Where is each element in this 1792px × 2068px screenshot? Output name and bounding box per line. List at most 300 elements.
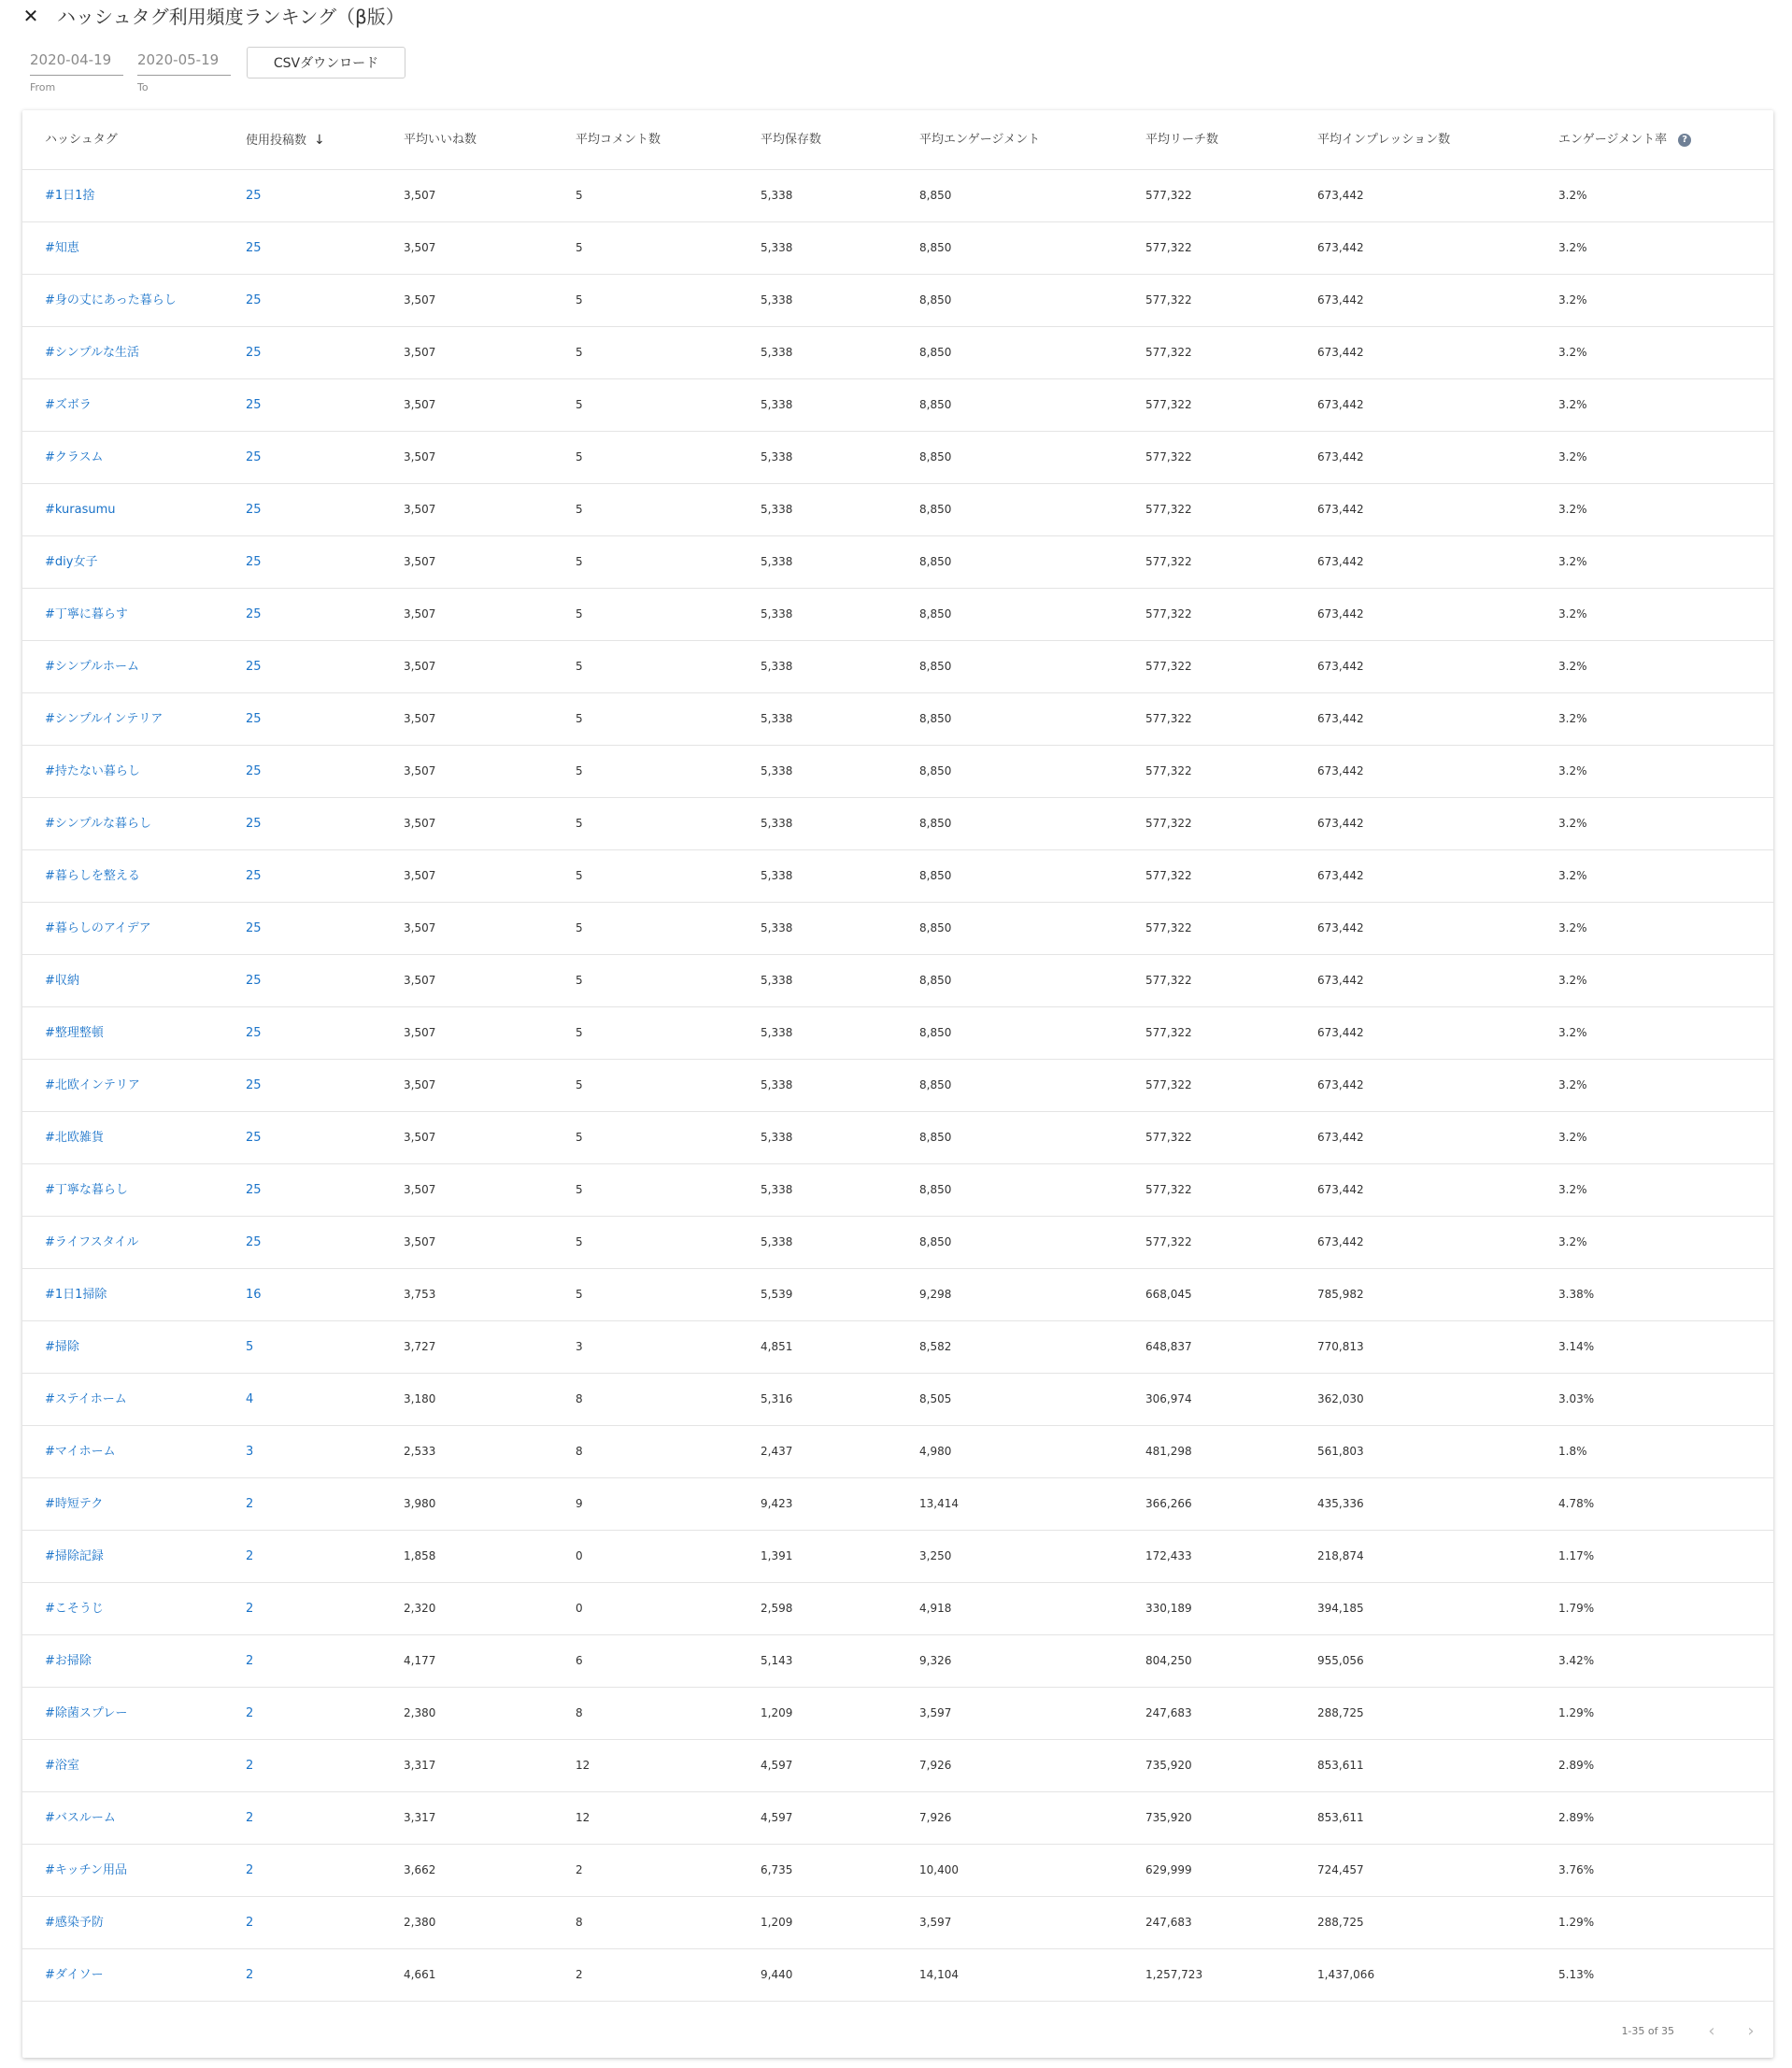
chevron-left-icon[interactable]: ‹ bbox=[1708, 2021, 1715, 2041]
post-count-link[interactable]: 25 bbox=[246, 503, 262, 517]
avg-reach: 629,999 bbox=[1145, 1863, 1192, 1876]
avg-engagement: 8,850 bbox=[919, 607, 952, 620]
avg-saves: 5,338 bbox=[761, 241, 793, 254]
avg-impressions: 288,725 bbox=[1317, 1916, 1364, 1929]
avg-engagement: 8,850 bbox=[919, 817, 952, 830]
post-count-link[interactable]: 25 bbox=[246, 607, 262, 621]
avg-impressions: 673,442 bbox=[1317, 921, 1364, 934]
avg-reach: 668,045 bbox=[1145, 1288, 1192, 1301]
hashtag-link[interactable]: #こそうじ bbox=[45, 1602, 104, 1616]
post-count-link[interactable]: 2 bbox=[246, 1706, 254, 1720]
avg-comments: 8 bbox=[576, 1445, 583, 1458]
avg-comments: 5 bbox=[576, 398, 583, 411]
column-header-label: 平均保存数 bbox=[761, 133, 822, 147]
avg-saves: 5,338 bbox=[761, 764, 793, 777]
engagement-rate: 3.14% bbox=[1558, 1340, 1595, 1353]
post-count-link[interactable]: 2 bbox=[246, 1811, 254, 1825]
avg-comments: 5 bbox=[576, 921, 583, 934]
avg-comments: 5 bbox=[576, 712, 583, 725]
post-count-link[interactable]: 25 bbox=[246, 398, 262, 412]
avg-reach: 1,257,723 bbox=[1145, 1968, 1203, 1981]
table-row bbox=[22, 170, 1773, 222]
hashtag-link[interactable]: #シンプルインテリア bbox=[45, 712, 164, 726]
table-row bbox=[22, 327, 1773, 379]
avg-saves: 5,338 bbox=[761, 921, 793, 934]
post-count-link[interactable]: 2 bbox=[246, 1602, 254, 1616]
avg-impressions: 770,813 bbox=[1317, 1340, 1364, 1353]
avg-impressions: 673,442 bbox=[1317, 293, 1364, 307]
avg-engagement: 8,850 bbox=[919, 189, 952, 202]
avg-reach: 366,266 bbox=[1145, 1497, 1192, 1510]
table-row bbox=[22, 275, 1773, 327]
avg-saves: 5,338 bbox=[761, 869, 793, 882]
table-row bbox=[22, 693, 1773, 746]
table-row bbox=[22, 1478, 1773, 1531]
post-count-link[interactable]: 2 bbox=[246, 1654, 254, 1668]
engagement-rate: 3.2% bbox=[1558, 817, 1587, 830]
post-count-link[interactable]: 2 bbox=[246, 1863, 254, 1877]
avg-engagement: 9,298 bbox=[919, 1288, 952, 1301]
avg-reach: 577,322 bbox=[1145, 293, 1192, 307]
avg-saves: 5,338 bbox=[761, 1131, 793, 1144]
avg-saves: 5,338 bbox=[761, 1235, 793, 1248]
engagement-rate: 1.8% bbox=[1558, 1445, 1587, 1458]
hashtag-link[interactable]: #丁寧な暮らし bbox=[45, 1183, 128, 1197]
avg-likes: 3,507 bbox=[404, 346, 436, 359]
post-count-link[interactable]: 25 bbox=[246, 293, 262, 307]
table-row bbox=[22, 1583, 1773, 1635]
avg-engagement: 8,850 bbox=[919, 1078, 952, 1091]
post-count-link[interactable]: 25 bbox=[246, 1078, 262, 1092]
avg-likes: 2,380 bbox=[404, 1916, 436, 1929]
table-row bbox=[22, 1531, 1773, 1583]
hashtag-link[interactable]: #浴室 bbox=[45, 1759, 79, 1773]
post-count-link[interactable]: 25 bbox=[246, 189, 262, 203]
engagement-rate: 1.79% bbox=[1558, 1602, 1595, 1615]
avg-likes: 4,177 bbox=[404, 1654, 436, 1667]
engagement-rate: 1.29% bbox=[1558, 1916, 1595, 1929]
avg-likes: 3,507 bbox=[404, 1183, 436, 1196]
date-from-input[interactable]: 2020-04-19 bbox=[30, 50, 123, 76]
avg-reach: 577,322 bbox=[1145, 817, 1192, 830]
avg-likes: 3,662 bbox=[404, 1863, 436, 1876]
avg-saves: 5,338 bbox=[761, 817, 793, 830]
date-to-field[interactable] bbox=[137, 50, 231, 93]
avg-impressions: 853,611 bbox=[1317, 1759, 1364, 1772]
hashtag-link[interactable]: #掃除 bbox=[45, 1340, 79, 1354]
avg-engagement: 8,850 bbox=[919, 450, 952, 464]
avg-engagement: 7,926 bbox=[919, 1811, 952, 1824]
avg-comments: 9 bbox=[576, 1497, 583, 1510]
avg-likes: 3,507 bbox=[404, 869, 436, 882]
post-count-link[interactable]: 25 bbox=[246, 817, 262, 831]
avg-saves: 5,316 bbox=[761, 1392, 793, 1405]
post-count-link[interactable]: 4 bbox=[246, 1392, 254, 1406]
avg-reach: 577,322 bbox=[1145, 503, 1192, 516]
avg-saves: 1,391 bbox=[761, 1549, 793, 1562]
post-count-link[interactable]: 2 bbox=[246, 1759, 254, 1773]
table-row bbox=[22, 1845, 1773, 1897]
table-row bbox=[22, 589, 1773, 641]
avg-comments: 2 bbox=[576, 1968, 583, 1981]
engagement-rate: 4.78% bbox=[1558, 1497, 1595, 1510]
avg-impressions: 218,874 bbox=[1317, 1549, 1364, 1562]
post-count-link[interactable]: 25 bbox=[246, 660, 262, 674]
avg-reach: 172,433 bbox=[1145, 1549, 1192, 1562]
hashtag-link[interactable]: #知恵 bbox=[45, 241, 79, 255]
avg-likes: 3,507 bbox=[404, 293, 436, 307]
avg-saves: 5,338 bbox=[761, 450, 793, 464]
table-header bbox=[22, 110, 1773, 170]
post-count-link[interactable]: 25 bbox=[246, 712, 262, 726]
engagement-rate: 3.2% bbox=[1558, 450, 1587, 464]
avg-engagement: 8,582 bbox=[919, 1340, 952, 1353]
avg-reach: 577,322 bbox=[1145, 1183, 1192, 1196]
column-header-engagement-rate[interactable] bbox=[1558, 110, 1691, 170]
date-to-input[interactable]: 2020-05-19 bbox=[137, 50, 231, 76]
avg-engagement: 3,597 bbox=[919, 1916, 952, 1929]
avg-comments: 5 bbox=[576, 189, 583, 202]
avg-reach: 577,322 bbox=[1145, 1026, 1192, 1039]
post-count-link[interactable]: 25 bbox=[246, 241, 262, 255]
table-row bbox=[22, 222, 1773, 275]
avg-impressions: 561,803 bbox=[1317, 1445, 1364, 1458]
avg-impressions: 955,056 bbox=[1317, 1654, 1364, 1667]
avg-saves: 5,338 bbox=[761, 293, 793, 307]
column-header-avg-reach[interactable] bbox=[1145, 110, 1218, 170]
avg-reach: 577,322 bbox=[1145, 974, 1192, 987]
avg-likes: 3,507 bbox=[404, 398, 436, 411]
avg-likes: 3,507 bbox=[404, 764, 436, 777]
column-header-label: 平均エンゲージメント bbox=[919, 133, 1041, 147]
hashtag-link[interactable]: #diy女子 bbox=[45, 555, 98, 569]
avg-likes: 3,507 bbox=[404, 450, 436, 464]
engagement-rate: 3.38% bbox=[1558, 1288, 1595, 1301]
avg-impressions: 394,185 bbox=[1317, 1602, 1364, 1615]
engagement-rate: 3.2% bbox=[1558, 921, 1587, 934]
avg-engagement: 8,850 bbox=[919, 764, 952, 777]
avg-impressions: 435,336 bbox=[1317, 1497, 1364, 1510]
avg-comments: 5 bbox=[576, 241, 583, 254]
avg-likes: 3,507 bbox=[404, 1078, 436, 1091]
hashtag-link[interactable]: #ズボラ bbox=[45, 398, 92, 412]
engagement-rate: 3.2% bbox=[1558, 660, 1587, 673]
avg-likes: 3,507 bbox=[404, 974, 436, 987]
avg-likes: 3,753 bbox=[404, 1288, 436, 1301]
chevron-right-icon[interactable]: › bbox=[1747, 2021, 1755, 2041]
hashtag-link[interactable]: #収納 bbox=[45, 974, 79, 988]
hashtag-link[interactable]: #シンプルな生活 bbox=[45, 346, 140, 360]
post-count-link[interactable]: 25 bbox=[246, 869, 262, 883]
avg-likes: 3,507 bbox=[404, 660, 436, 673]
table-row bbox=[22, 484, 1773, 536]
table-row bbox=[22, 1949, 1773, 2002]
post-count-link[interactable]: 2 bbox=[246, 1916, 254, 1930]
avg-saves: 5,338 bbox=[761, 503, 793, 516]
avg-reach: 247,683 bbox=[1145, 1706, 1192, 1719]
hashtag-link[interactable]: #時短テク bbox=[45, 1497, 104, 1511]
avg-likes: 3,507 bbox=[404, 241, 436, 254]
avg-likes: 3,507 bbox=[404, 1131, 436, 1144]
hashtag-link[interactable]: #整理整頓 bbox=[45, 1026, 104, 1040]
avg-reach: 735,920 bbox=[1145, 1811, 1192, 1824]
avg-saves: 1,209 bbox=[761, 1706, 793, 1719]
avg-saves: 2,598 bbox=[761, 1602, 793, 1615]
avg-likes: 3,727 bbox=[404, 1340, 436, 1353]
post-count-link[interactable]: 25 bbox=[246, 1183, 262, 1197]
date-from-label: From bbox=[30, 81, 56, 93]
post-count-link[interactable]: 25 bbox=[246, 1026, 262, 1040]
engagement-rate: 3.2% bbox=[1558, 398, 1587, 411]
avg-engagement: 8,850 bbox=[919, 712, 952, 725]
hashtag-link[interactable]: #ステイホーム bbox=[45, 1392, 127, 1406]
avg-engagement: 4,918 bbox=[919, 1602, 952, 1615]
table-footer bbox=[22, 2005, 1773, 2058]
avg-reach: 330,189 bbox=[1145, 1602, 1192, 1615]
hashtag-link[interactable]: #暮らしを整える bbox=[45, 869, 140, 883]
hashtag-link[interactable]: #身の丈にあった暮らし bbox=[45, 293, 177, 307]
avg-impressions: 1,437,066 bbox=[1317, 1968, 1375, 1981]
post-count-link[interactable]: 25 bbox=[246, 1131, 262, 1145]
avg-engagement: 8,850 bbox=[919, 555, 952, 568]
engagement-rate: 3.2% bbox=[1558, 607, 1587, 620]
column-header-label: 平均コメント数 bbox=[576, 133, 661, 147]
avg-saves: 1,209 bbox=[761, 1916, 793, 1929]
date-to-label: To bbox=[137, 81, 149, 93]
table-row bbox=[22, 1321, 1773, 1374]
avg-saves: 5,338 bbox=[761, 346, 793, 359]
engagement-rate: 3.2% bbox=[1558, 1026, 1587, 1039]
avg-reach: 735,920 bbox=[1145, 1759, 1192, 1772]
hashtag-link[interactable]: #北欧雑貨 bbox=[45, 1131, 104, 1145]
avg-engagement: 8,850 bbox=[919, 660, 952, 673]
avg-engagement: 8,850 bbox=[919, 241, 952, 254]
post-count-link[interactable]: 25 bbox=[246, 974, 262, 988]
column-header-label: 使用投稿数 bbox=[246, 134, 307, 148]
avg-comments: 5 bbox=[576, 346, 583, 359]
column-header-label: 平均リーチ数 bbox=[1145, 133, 1219, 147]
avg-comments: 6 bbox=[576, 1654, 583, 1667]
engagement-rate: 2.89% bbox=[1558, 1811, 1595, 1824]
table-row bbox=[22, 1740, 1773, 1792]
pagination-range: 1-35 of 35 bbox=[1621, 2025, 1674, 2037]
post-count-link[interactable]: 16 bbox=[246, 1288, 262, 1302]
avg-reach: 577,322 bbox=[1145, 660, 1192, 673]
csv-download-button[interactable]: CSVダウンロード bbox=[247, 47, 405, 78]
avg-comments: 0 bbox=[576, 1602, 583, 1615]
table-row bbox=[22, 1112, 1773, 1164]
avg-comments: 5 bbox=[576, 555, 583, 568]
hashtag-link[interactable]: #マイホーム bbox=[45, 1445, 116, 1459]
hashtag-link[interactable]: #クラスム bbox=[45, 450, 104, 464]
avg-likes: 3,507 bbox=[404, 817, 436, 830]
engagement-rate: 3.2% bbox=[1558, 764, 1587, 777]
hashtag-link[interactable]: #ライフスタイル bbox=[45, 1235, 139, 1249]
avg-reach: 648,837 bbox=[1145, 1340, 1192, 1353]
page-header bbox=[0, 0, 1792, 37]
engagement-rate: 3.2% bbox=[1558, 189, 1587, 202]
avg-reach: 577,322 bbox=[1145, 921, 1192, 934]
hashtag-link[interactable]: #丁寧に暮らす bbox=[45, 607, 128, 621]
table-row bbox=[22, 1426, 1773, 1478]
avg-engagement: 8,850 bbox=[919, 1131, 952, 1144]
post-count-link[interactable]: 2 bbox=[246, 1497, 254, 1511]
hashtag-link[interactable]: #除菌スプレー bbox=[45, 1706, 128, 1720]
hashtag-link[interactable]: #お掃除 bbox=[45, 1654, 92, 1668]
avg-engagement: 8,850 bbox=[919, 1235, 952, 1248]
column-header-avg-likes[interactable] bbox=[404, 110, 476, 170]
avg-reach: 804,250 bbox=[1145, 1654, 1192, 1667]
engagement-rate: 3.2% bbox=[1558, 555, 1587, 568]
avg-impressions: 673,442 bbox=[1317, 555, 1364, 568]
hashtag-link[interactable]: #kurasumu bbox=[45, 503, 116, 517]
avg-engagement: 8,850 bbox=[919, 398, 952, 411]
hashtag-link[interactable]: #暮らしのアイデア bbox=[45, 921, 151, 935]
engagement-rate: 5.13% bbox=[1558, 1968, 1595, 1981]
table-row bbox=[22, 1374, 1773, 1426]
avg-saves: 2,437 bbox=[761, 1445, 793, 1458]
table-row bbox=[22, 1897, 1773, 1949]
avg-reach: 577,322 bbox=[1145, 869, 1192, 882]
hashtag-link[interactable]: #1日1掃除 bbox=[45, 1288, 107, 1302]
avg-engagement: 8,850 bbox=[919, 974, 952, 987]
avg-engagement: 8,850 bbox=[919, 921, 952, 934]
avg-likes: 3,507 bbox=[404, 921, 436, 934]
post-count-link[interactable]: 25 bbox=[246, 1235, 262, 1249]
post-count-link[interactable]: 25 bbox=[246, 555, 262, 569]
page-title: ハッシュタグ利用頻度ランキング（β版） bbox=[57, 6, 405, 28]
avg-impressions: 673,442 bbox=[1317, 398, 1364, 411]
avg-engagement: 13,414 bbox=[919, 1497, 959, 1510]
engagement-rate: 1.17% bbox=[1558, 1549, 1595, 1562]
table-row bbox=[22, 903, 1773, 955]
engagement-rate: 3.2% bbox=[1558, 712, 1587, 725]
column-header-avg-impressions[interactable] bbox=[1317, 110, 1450, 170]
avg-reach: 577,322 bbox=[1145, 1131, 1192, 1144]
column-header-hashtag[interactable] bbox=[45, 110, 118, 170]
post-count-link[interactable]: 2 bbox=[246, 1968, 254, 1982]
hashtag-link[interactable]: #1日1捨 bbox=[45, 189, 95, 203]
avg-reach: 481,298 bbox=[1145, 1445, 1192, 1458]
avg-likes: 3,317 bbox=[404, 1811, 436, 1824]
post-count-link[interactable]: 5 bbox=[246, 1340, 254, 1354]
table-row bbox=[22, 1217, 1773, 1269]
avg-saves: 5,338 bbox=[761, 398, 793, 411]
avg-impressions: 673,442 bbox=[1317, 869, 1364, 882]
date-from-field[interactable] bbox=[30, 50, 123, 93]
table-row bbox=[22, 798, 1773, 850]
column-header-post-count[interactable] bbox=[246, 110, 325, 170]
avg-likes: 1,858 bbox=[404, 1549, 436, 1562]
avg-impressions: 673,442 bbox=[1317, 974, 1364, 987]
column-header-avg-comments[interactable] bbox=[576, 110, 661, 170]
avg-impressions: 673,442 bbox=[1317, 1183, 1364, 1196]
post-count-link[interactable]: 2 bbox=[246, 1549, 254, 1563]
hashtag-link[interactable]: #キッチン用品 bbox=[45, 1863, 127, 1877]
table-row bbox=[22, 1269, 1773, 1321]
table-row bbox=[22, 1635, 1773, 1688]
avg-saves: 5,338 bbox=[761, 1078, 793, 1091]
hashtag-link[interactable]: #掃除記録 bbox=[45, 1549, 104, 1563]
hashtag-link[interactable]: #シンプルな暮らし bbox=[45, 817, 152, 831]
avg-saves: 4,851 bbox=[761, 1340, 793, 1353]
avg-impressions: 673,442 bbox=[1317, 346, 1364, 359]
avg-reach: 577,322 bbox=[1145, 607, 1192, 620]
post-count-link[interactable]: 25 bbox=[246, 450, 262, 464]
avg-engagement: 7,926 bbox=[919, 1759, 952, 1772]
table-body bbox=[22, 170, 1773, 2002]
table-row bbox=[22, 1164, 1773, 1217]
avg-saves: 5,338 bbox=[761, 974, 793, 987]
avg-likes: 3,507 bbox=[404, 503, 436, 516]
avg-saves: 5,338 bbox=[761, 1183, 793, 1196]
avg-engagement: 3,250 bbox=[919, 1549, 952, 1562]
column-header-avg-saves[interactable] bbox=[761, 110, 821, 170]
avg-engagement: 14,104 bbox=[919, 1968, 959, 1981]
avg-saves: 6,735 bbox=[761, 1863, 793, 1876]
avg-saves: 5,338 bbox=[761, 1026, 793, 1039]
avg-comments: 12 bbox=[576, 1759, 590, 1772]
arrow-down-icon: ↓ bbox=[314, 133, 325, 148]
avg-comments: 2 bbox=[576, 1863, 583, 1876]
table-row bbox=[22, 1688, 1773, 1740]
table-row bbox=[22, 432, 1773, 484]
column-header-label: 平均いいね数 bbox=[404, 133, 477, 147]
avg-likes: 2,380 bbox=[404, 1706, 436, 1719]
post-count-link[interactable]: 25 bbox=[246, 921, 262, 935]
avg-engagement: 4,980 bbox=[919, 1445, 952, 1458]
hashtag-link[interactable]: #バスルーム bbox=[45, 1811, 116, 1825]
avg-reach: 577,322 bbox=[1145, 555, 1192, 568]
avg-engagement: 8,850 bbox=[919, 1026, 952, 1039]
column-header-label: 平均インプレッション数 bbox=[1317, 133, 1451, 147]
avg-comments: 5 bbox=[576, 1235, 583, 1248]
hashtag-link[interactable]: #持たない暮らし bbox=[45, 764, 140, 778]
avg-comments: 5 bbox=[576, 450, 583, 464]
avg-reach: 577,322 bbox=[1145, 450, 1192, 464]
avg-impressions: 673,442 bbox=[1317, 241, 1364, 254]
avg-likes: 3,507 bbox=[404, 1026, 436, 1039]
engagement-rate: 3.42% bbox=[1558, 1654, 1595, 1667]
close-icon[interactable]: ✕ bbox=[22, 5, 39, 27]
avg-impressions: 673,442 bbox=[1317, 1026, 1364, 1039]
hashtag-link[interactable]: #シンプルホーム bbox=[45, 660, 140, 674]
avg-impressions: 673,442 bbox=[1317, 189, 1364, 202]
post-count-link[interactable]: 25 bbox=[246, 346, 262, 360]
hashtag-link[interactable]: #北欧インテリア bbox=[45, 1078, 140, 1092]
avg-likes: 3,507 bbox=[404, 712, 436, 725]
help-icon[interactable]: ? bbox=[1678, 134, 1691, 147]
avg-engagement: 8,850 bbox=[919, 869, 952, 882]
avg-engagement: 8,850 bbox=[919, 503, 952, 516]
avg-comments: 5 bbox=[576, 764, 583, 777]
avg-likes: 3,180 bbox=[404, 1392, 436, 1405]
avg-impressions: 673,442 bbox=[1317, 712, 1364, 725]
hashtag-link[interactable]: #感染予防 bbox=[45, 1916, 104, 1930]
engagement-rate: 3.2% bbox=[1558, 1235, 1587, 1248]
avg-reach: 306,974 bbox=[1145, 1392, 1192, 1405]
post-count-link[interactable]: 25 bbox=[246, 764, 262, 778]
column-header-avg-engagement[interactable] bbox=[919, 110, 1040, 170]
avg-impressions: 673,442 bbox=[1317, 1078, 1364, 1091]
post-count-link[interactable]: 3 bbox=[246, 1445, 254, 1459]
avg-likes: 3,507 bbox=[404, 607, 436, 620]
table-row bbox=[22, 850, 1773, 903]
avg-engagement: 8,850 bbox=[919, 346, 952, 359]
avg-likes: 3,317 bbox=[404, 1759, 436, 1772]
avg-likes: 2,533 bbox=[404, 1445, 436, 1458]
hashtag-link[interactable]: #ダイソー bbox=[45, 1968, 104, 1982]
